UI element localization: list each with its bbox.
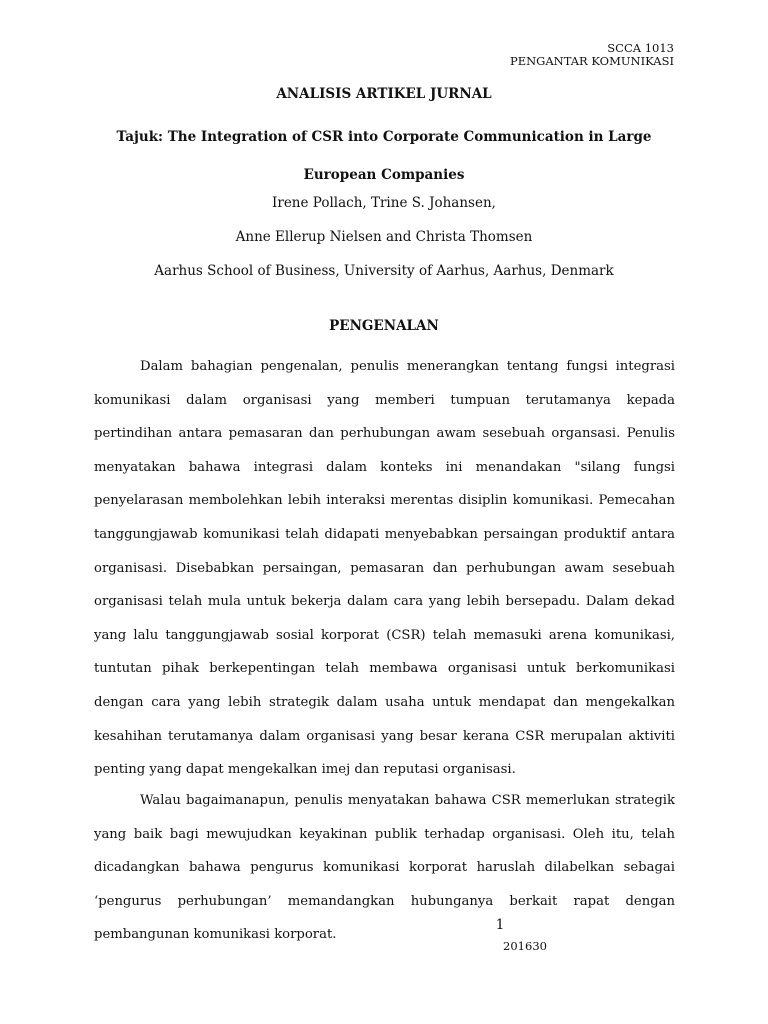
authors-line-2: Anne Ellerup Nielsen and Christa Thomsen (235, 229, 533, 245)
author-block (94, 186, 674, 288)
document-id: 201630 (503, 939, 547, 953)
document-heading: ANALISIS ARTIKEL JURNAL (276, 86, 492, 102)
page-header (510, 42, 674, 68)
paragraph-2: Walau bagaimanapun, penulis menyatakan bahawa CSR memerlukan strategik yang baik bagi mewujudkan keyakinan publik terhadap organisasi. Oleh itu, telah dicadangkan bahawa pengurus komunikasi korporat haruslah dilabelkan sebagai ‘pengurus perhubungan’ memandangkan hubunganya berkait rapat dengan pembangunan komunikasi korporat. (94, 793, 675, 943)
page-number: 1 (495, 917, 505, 933)
section-title: PENGENALAN (329, 318, 439, 334)
article-title: Tajuk: The Integration of CSR into Corporate Communication in Large European Companies (116, 129, 652, 183)
paragraph-1: Dalam bahagian pengenalan, penulis menerangkan tentang fungsi integrasi komunikasi dalam organisasi yang memberi tumpuan terutamanya kepada pertindihan antara pemasaran dan perhubungan awam sesebuah organsasi. Penulis menyatakan bahawa integrasi dalam konteks ini menandakan "silang fungsi penyelarasan membolehkan lebih interaksi merentas disiplin komunikasi. Pemecahan tanggungjawab komunikasi telah didapati menyebabkan persaingan produktif antara organisasi. Disebabkan persaingan, pemasaran dan perhubungan awam sesebuah organisasi telah mula untuk bekerja dalam cara yang lebih bersepadu. Dalam dekad yang lalu tanggungjawab sosial korporat (CSR) telah memasuki arena komunikasi, tuntutan pihak berkepentingan telah membawa organisasi untuk berkomunikasi dengan cara yang lebih strategik dalam usaha untuk mendapat dan mengekalkan kesahihan terutamanya dalam organisasi yang besar kerana CSR merupalan aktiviti penting yang dapat mengekalkan imej dan reputasi organisasi. (94, 359, 675, 778)
affiliation: Aarhus School of Business, University of Aarhus, Aarhus, Denmark (154, 263, 614, 279)
course-code: SCCA 1013 (607, 41, 674, 55)
authors-line-1: Irene Pollach, Trine S. Johansen, (272, 195, 496, 211)
course-name: PENGANTAR KOMUNIKASI (509, 54, 674, 68)
